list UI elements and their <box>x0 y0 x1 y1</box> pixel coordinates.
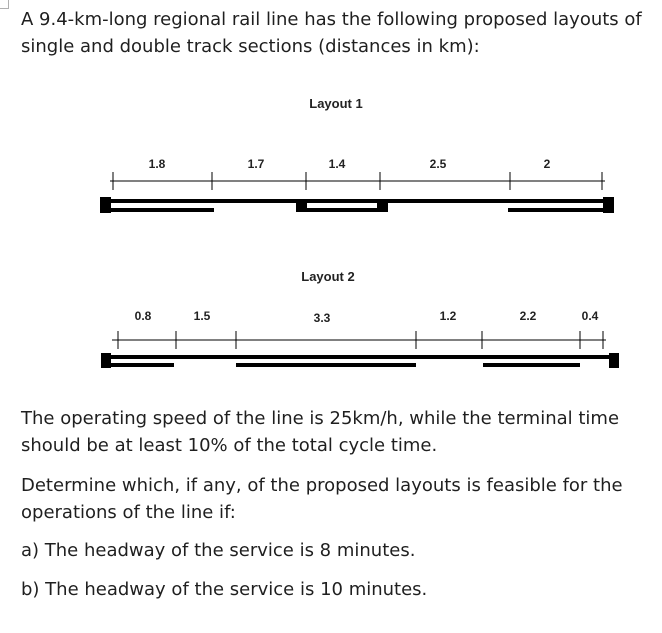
problem-intro <box>21 6 642 60</box>
page-corner-mark <box>0 0 9 9</box>
segment-label: 0.4 <box>581 309 599 323</box>
junction-block <box>377 201 388 212</box>
intro-line-2: single and double track sections (distances in km): <box>21 36 480 57</box>
segment-label: 1.5 <box>193 309 211 323</box>
question-part-a: a) The headway of the service is 8 minutes. <box>21 540 416 561</box>
segment-label: 3.3 <box>313 311 331 325</box>
segment-label: 1.7 <box>247 157 265 171</box>
layout-1-distance-labels <box>149 157 551 171</box>
terminal-block <box>603 197 614 213</box>
layout-2-dimension-line <box>112 331 606 349</box>
op-speed-line-2: should be at least 10% of the total cycle time. <box>21 435 438 456</box>
task-statement <box>21 472 623 526</box>
determine-line-2: operations of the line if: <box>21 502 236 523</box>
operating-conditions <box>21 405 619 459</box>
layout-1 <box>100 96 614 213</box>
layout-2 <box>101 269 619 368</box>
layout-1-title: Layout 1 <box>309 96 363 111</box>
segment-label: 2 <box>543 157 551 171</box>
segment-label: 2.2 <box>519 309 537 323</box>
determine-line-1: Determine which, if any, of the proposed layouts is feasible for the <box>21 475 623 496</box>
segment-label: 1.8 <box>148 157 166 171</box>
terminal-block <box>101 353 111 368</box>
layout-2-track <box>101 353 619 368</box>
intro-line-1: A 9.4-km-long regional rail line has the following proposed layouts of <box>21 9 642 30</box>
op-speed-line-1: The operating speed of the line is 25km/h, while the terminal time <box>21 408 620 429</box>
layout-2-distance-labels <box>135 309 599 325</box>
layout-1-track <box>100 197 614 213</box>
segment-label: 0.8 <box>134 309 152 323</box>
segment-label: 1.2 <box>439 309 457 323</box>
layout-1-dimension-line <box>110 172 605 190</box>
terminal-block <box>100 197 111 213</box>
question-part-b: b) The headway of the service is 10 minutes. <box>21 579 428 600</box>
segment-label: 2.5 <box>429 157 447 171</box>
segment-label: 1.4 <box>328 157 346 171</box>
junction-block <box>296 201 307 212</box>
layout-2-title: Layout 2 <box>301 269 355 284</box>
terminal-block <box>609 353 619 368</box>
